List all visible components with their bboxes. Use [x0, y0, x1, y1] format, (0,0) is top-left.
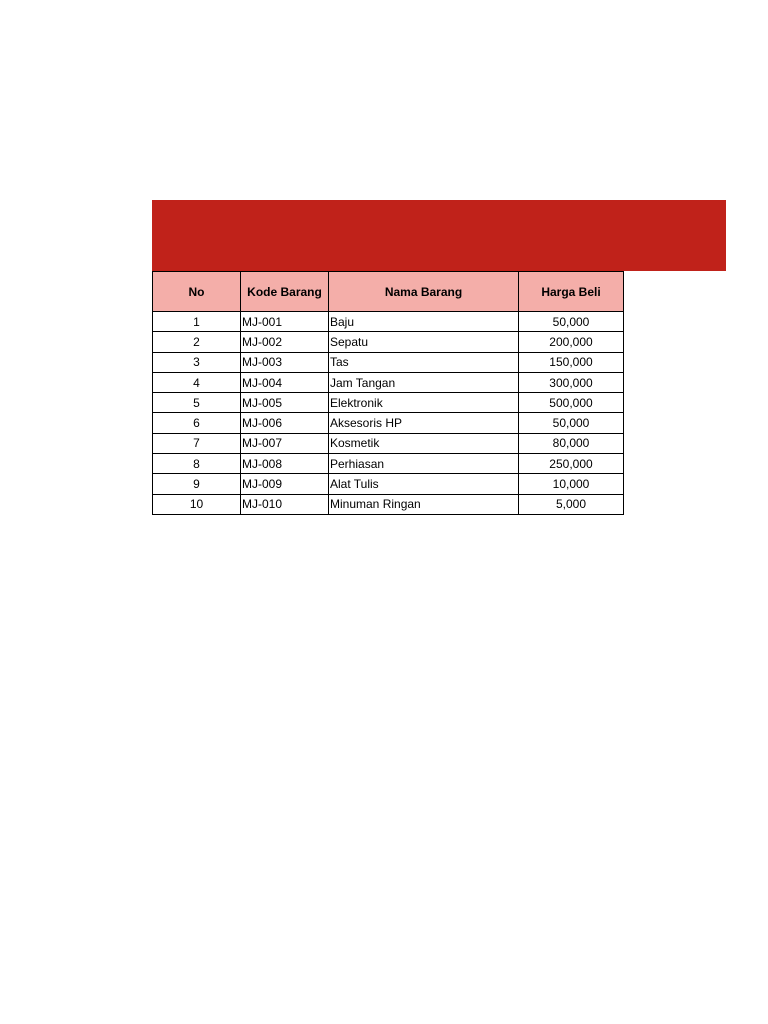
- cell-nama: Elektronik: [329, 393, 519, 413]
- header-nama-barang: Nama Barang: [329, 272, 519, 312]
- cell-no: 4: [153, 372, 241, 392]
- cell-harga: 200,000: [519, 332, 624, 352]
- cell-kode: MJ-009: [241, 474, 329, 494]
- table-row: [153, 494, 624, 514]
- cell-no: 10: [153, 494, 241, 514]
- cell-kode: MJ-008: [241, 454, 329, 474]
- header-harga-beli: Harga Beli: [519, 272, 624, 312]
- item-table: [152, 271, 624, 515]
- header-row: [153, 272, 624, 312]
- cell-kode: MJ-002: [241, 332, 329, 352]
- cell-nama: Jam Tangan: [329, 372, 519, 392]
- cell-harga: 5,000: [519, 494, 624, 514]
- cell-no: 5: [153, 393, 241, 413]
- cell-kode: MJ-007: [241, 433, 329, 453]
- cell-nama: Minuman Ringan: [329, 494, 519, 514]
- cell-nama: Sepatu: [329, 332, 519, 352]
- cell-nama: Aksesoris HP: [329, 413, 519, 433]
- table-row: [153, 393, 624, 413]
- table-row: [153, 474, 624, 494]
- table-row: [153, 332, 624, 352]
- cell-kode: MJ-006: [241, 413, 329, 433]
- table-row: [153, 352, 624, 372]
- table-row: [153, 454, 624, 474]
- cell-no: 7: [153, 433, 241, 453]
- cell-harga: 80,000: [519, 433, 624, 453]
- cell-kode: MJ-003: [241, 352, 329, 372]
- cell-harga: 10,000: [519, 474, 624, 494]
- cell-no: 2: [153, 332, 241, 352]
- cell-harga: 50,000: [519, 413, 624, 433]
- cell-no: 1: [153, 312, 241, 332]
- title-banner: [152, 200, 726, 271]
- cell-harga: 500,000: [519, 393, 624, 413]
- header-no: No: [153, 272, 241, 312]
- cell-no: 9: [153, 474, 241, 494]
- table-row: [153, 372, 624, 392]
- table-row: [153, 413, 624, 433]
- cell-harga: 250,000: [519, 454, 624, 474]
- cell-no: 3: [153, 352, 241, 372]
- cell-nama: Tas: [329, 352, 519, 372]
- cell-nama: Baju: [329, 312, 519, 332]
- cell-kode: MJ-005: [241, 393, 329, 413]
- cell-harga: 300,000: [519, 372, 624, 392]
- header-kode-barang: Kode Barang: [241, 272, 329, 312]
- table-row: [153, 433, 624, 453]
- cell-harga: 50,000: [519, 312, 624, 332]
- cell-no: 8: [153, 454, 241, 474]
- cell-kode: MJ-004: [241, 372, 329, 392]
- cell-nama: Kosmetik: [329, 433, 519, 453]
- cell-nama: Alat Tulis: [329, 474, 519, 494]
- table-row: [153, 312, 624, 332]
- cell-harga: 150,000: [519, 352, 624, 372]
- cell-no: 6: [153, 413, 241, 433]
- cell-nama: Perhiasan: [329, 454, 519, 474]
- cell-kode: MJ-010: [241, 494, 329, 514]
- cell-kode: MJ-001: [241, 312, 329, 332]
